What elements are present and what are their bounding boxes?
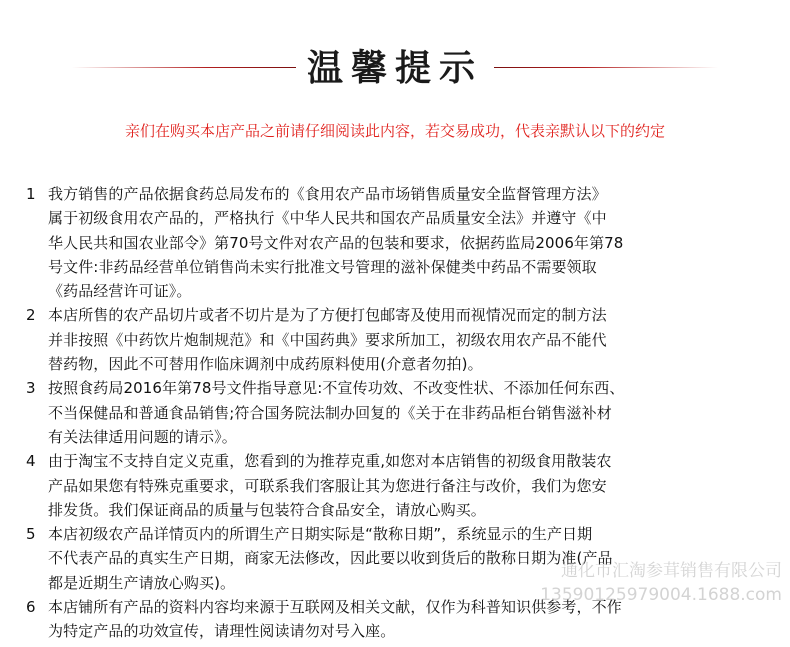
item-number: 6 bbox=[26, 598, 36, 617]
item-number: 2 bbox=[26, 306, 36, 325]
item-number: 4 bbox=[26, 452, 36, 471]
item-text: 由于淘宝不支持自定义克重，您看到的为推荐克重,如您对本店销售的初级食用散装农 产品如果您有特殊克重要求，可联系我们客服让其为您进行备注与改价，我们为您安 排发货。我们保证商品的质量与包装符合食品安全，请放心购买。 bbox=[48, 452, 612, 519]
notice-subtitle: 亲们在购买本店产品之前请仔细阅读此内容，若交易成功，代表亲默认以下的约定 bbox=[124, 122, 665, 140]
watermark-url: 13590125979004.1688.com bbox=[540, 585, 782, 605]
notice-item-3 bbox=[26, 376, 766, 449]
notice-list bbox=[26, 182, 766, 644]
page-title: 温馨提示 bbox=[306, 47, 483, 89]
item-number: 3 bbox=[26, 379, 36, 398]
item-number: 5 bbox=[26, 525, 36, 544]
title-block bbox=[0, 40, 790, 96]
item-text: 本店铺所有产品的资料内容均来源于互联网及相关文献，仅作为科普知识供参考，不作 为特定产品的功效宣传，请理性阅读请勿对号入座。 bbox=[48, 598, 622, 641]
notice-item-5 bbox=[26, 522, 766, 595]
notice-item-4 bbox=[26, 449, 766, 522]
notice-item-6 bbox=[26, 595, 766, 644]
item-text: 我方销售的产品依据食药总局发布的《食用农产品市场销售质量安全监督管理方法》 属于初级食用农产品的，严格执行《中华人民共和国农产品质量安全法》并遵守《中 华人民共和国农业部令》第70号文件对农产品的包装和要求，依据药监局2006年第78 号文件:非药品经营单位销售尚未实行批准文号管理的滋补保健类中药品不需要领取 《药品经营许可证》。 bbox=[48, 185, 624, 301]
item-text: 按照食药局2016年第78号文件指导意见:不宣传功效、不改变性状、不添加任何东西、 不当保健品和普通食品销售;符合国务院法制办回复的《关于在非药品柜台销售滋补材 有关法律适用问题的请示》。 bbox=[48, 379, 625, 446]
item-number: 1 bbox=[26, 185, 36, 203]
notice-item-2 bbox=[26, 303, 766, 376]
watermark-company: 通化市汇淘参茸销售有限公司 bbox=[561, 561, 782, 581]
item-text: 本店初级农产品详情页内的所谓生产日期实际是“散称日期”，系统显示的生产日期 不代表产品的真实生产日期，商家无法修改，因此要以收到货后的散称日期为准(产品 都是近期生产请放心购买)。 bbox=[48, 525, 613, 592]
notice-item-1 bbox=[26, 182, 766, 303]
item-text: 本店所售的农产品切片或者不切片是为了方便打包邮寄及使用而视情况而定的制方法 并非按照《中药饮片炮制规范》和《中国药典》要求所加工，初级农用农产品不能代 替药物，因此不可替用作临床调剂中成药原料使用(介意者勿拍)。 bbox=[48, 306, 607, 374]
